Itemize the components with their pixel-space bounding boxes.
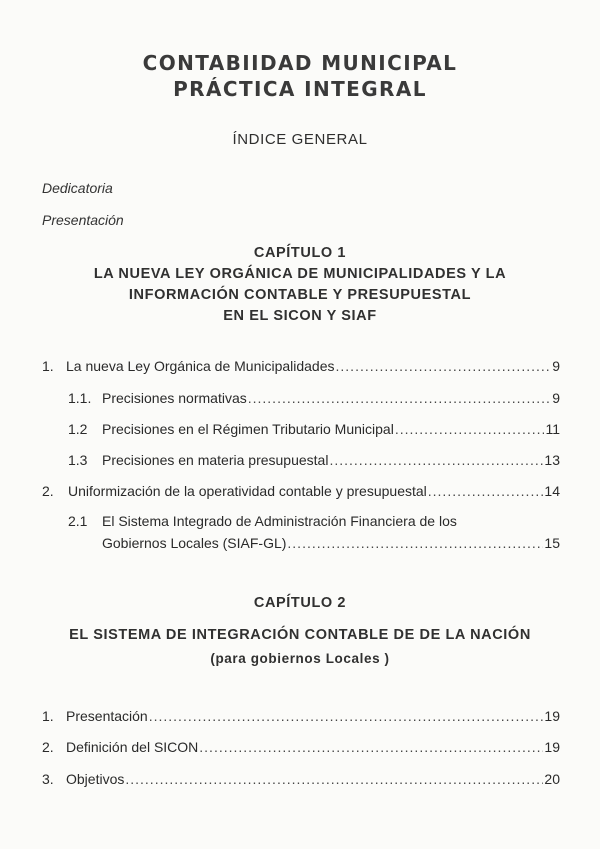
toc-leader-dots (125, 769, 543, 789)
toc-entry-text: Objetivos (66, 771, 125, 787)
toc-entry (42, 706, 560, 726)
toc-entry (42, 737, 560, 757)
toc-entry-first-line (68, 511, 457, 531)
toc-entry-page: 20 (544, 771, 560, 787)
toc-leader-dots (248, 388, 551, 408)
chapter-2-title-line: EL SISTEMA DE INTEGRACIÓN CONTABLE DE DE LA NACIÓN (69, 627, 531, 643)
chapter-2-label: CAPÍTULO 2 (253, 595, 347, 611)
toc-entry-number: 3. (42, 771, 54, 787)
toc-entry-text: Definición del SICON (66, 739, 199, 755)
toc-leader-dots (199, 737, 543, 757)
toc-leader-dots (329, 450, 543, 470)
toc-entry (68, 450, 560, 470)
toc-entry-page: 19 (544, 708, 560, 724)
index-heading: ÍNDICE GENERAL (232, 131, 368, 148)
toc-entry-number: 2. (42, 739, 54, 755)
toc-entry (42, 769, 560, 789)
book-title-line-2: PRÁCTICA INTEGRAL (173, 77, 427, 101)
toc-entry-number: 1.3 (68, 452, 88, 468)
toc-leader-dots (149, 706, 544, 726)
toc-entry-text: Precisiones normativas (102, 390, 247, 406)
toc-entry-number: 2. (42, 483, 54, 499)
toc-entry-page: 9 (552, 358, 560, 374)
toc-leader-dots (428, 481, 544, 501)
toc-entry (42, 356, 560, 376)
toc-entry-page: 13 (544, 452, 560, 468)
toc-entry-page: 9 (552, 390, 560, 406)
toc-entry-text: Precisiones en materia presupuestal (102, 452, 329, 468)
toc-entry-text: Uniformización de la operatividad contable y presupuestal (68, 483, 427, 499)
toc-leader-dots (287, 533, 543, 553)
toc-entry-number: 2.1 (68, 513, 88, 529)
toc-entry-number: 1. (42, 708, 54, 724)
toc-entry-text-continued: Gobiernos Locales (SIAF-GL) (102, 535, 287, 551)
toc-entry-page: 19 (544, 739, 560, 755)
toc-entry (42, 481, 560, 501)
toc-entry-page: 15 (544, 535, 560, 551)
toc-entry-text: Precisiones en el Régimen Tributario Municipal (102, 421, 394, 437)
front-matter-dedicatoria: Dedicatoria (42, 180, 113, 196)
front-matter-presentacion: Presentación (42, 212, 124, 228)
toc-entry-text: La nueva Ley Orgánica de Municipalidades (66, 358, 335, 374)
toc-entry-number: 1.1. (68, 390, 92, 406)
toc-entry-text: El Sistema Integrado de Administración Financiera de los (102, 513, 457, 529)
toc-entry-continuation (102, 533, 560, 553)
chapter-1-title-line: LA NUEVA LEY ORGÁNICA DE MUNICIPALIDADES Y LA (93, 266, 507, 282)
toc-entry (68, 419, 560, 439)
toc-leader-dots (395, 419, 545, 439)
toc-entry (68, 388, 560, 408)
toc-entry-number: 1. (42, 358, 54, 374)
toc-entry-text: Presentación (66, 708, 148, 724)
toc-leader-dots (336, 356, 552, 376)
book-title-line-1: CONTABIIDAD MUNICIPAL (142, 51, 458, 75)
chapter-2-subtitle: (para gobiernos Locales ) (210, 651, 390, 666)
chapter-1-title-line: INFORMACIÓN CONTABLE Y PRESUPUESTAL (128, 287, 472, 303)
toc-entry-page: 11 (545, 421, 560, 437)
toc-entry-page: 14 (544, 483, 560, 499)
chapter-1-title-line: EN EL SICON Y SIAF (223, 308, 377, 324)
chapter-1-label: CAPÍTULO 1 (253, 245, 347, 261)
toc-entry-number: 1.2 (68, 421, 88, 437)
